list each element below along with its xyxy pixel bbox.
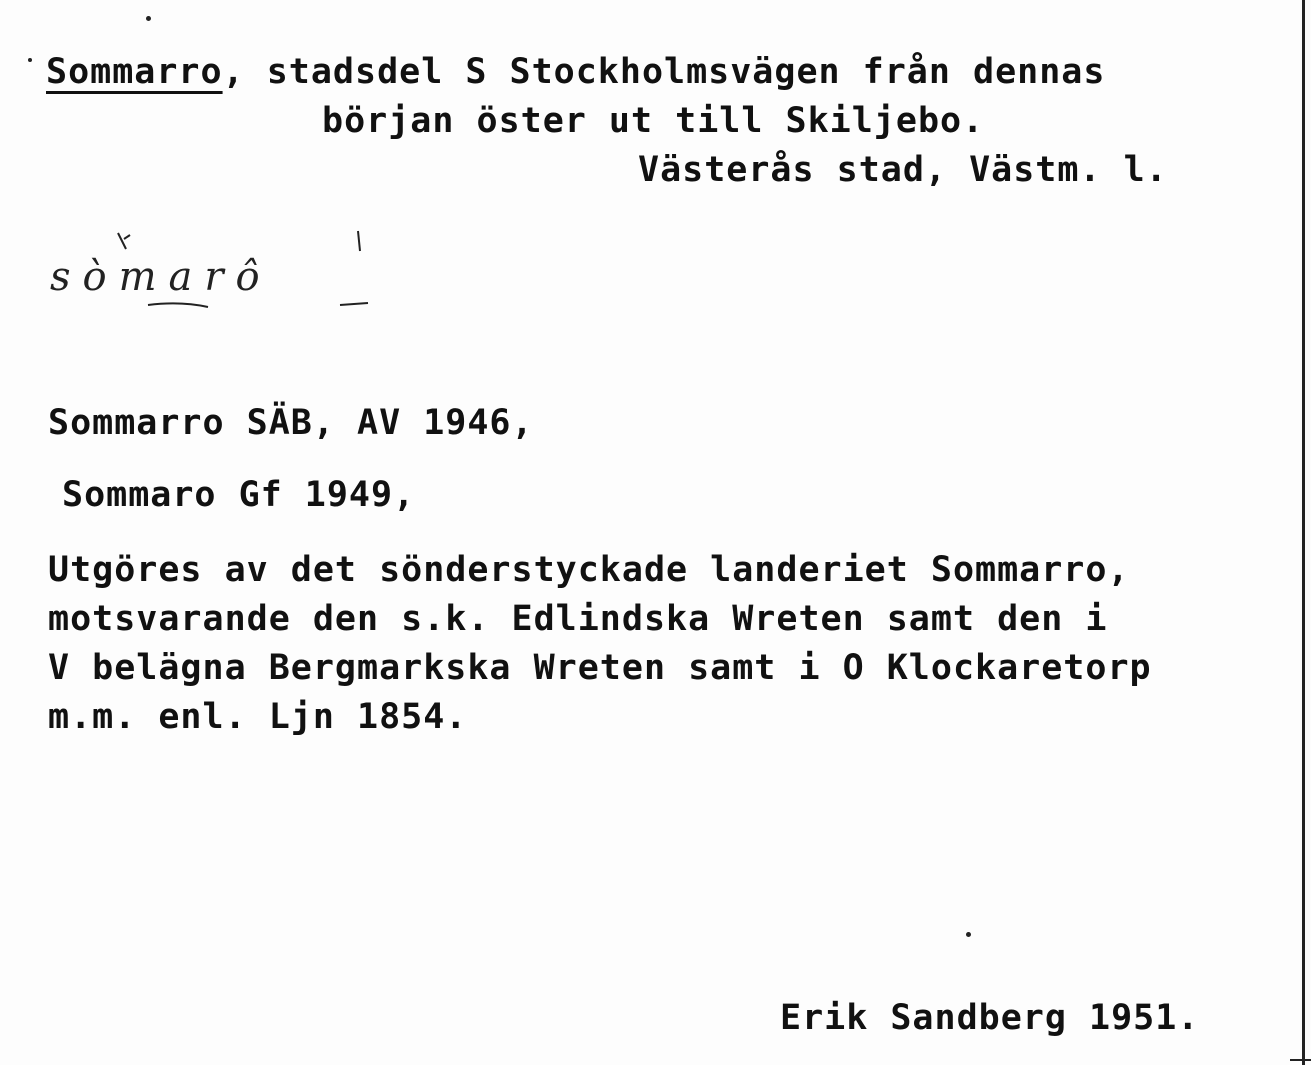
reference-2: Sommaro Gf 1949,	[62, 475, 416, 515]
description-line-3: V belägna Bergmarkska Wreten samt i O Klockaretorp	[48, 648, 1152, 688]
heading-line-3: Västerås stad, Västm. l.	[638, 150, 1168, 190]
heading-line-1	[46, 52, 1105, 92]
description-line-4: m.m. enl. Ljn 1854.	[48, 697, 468, 737]
reference-1: Sommarro SÄB, AV 1946,	[48, 403, 534, 443]
handwritten-pronunciation	[40, 225, 400, 320]
heading-line-2: början öster ut till Skiljebo.	[322, 101, 985, 141]
signature: Erik Sandberg 1951.	[780, 998, 1200, 1038]
description-line-1: Utgöres av det sönderstyckade landeriet Sommarro,	[48, 550, 1130, 590]
card-corner	[1290, 1059, 1311, 1061]
pronunciation-text: sòmarô	[50, 254, 272, 300]
ink-speck	[146, 16, 151, 21]
heading-line-1-rest: , stadsdel S Stockholmsvägen från dennas	[222, 52, 1106, 92]
place-name: Sommarro	[46, 52, 223, 92]
ink-speck	[28, 58, 32, 62]
ink-speck	[966, 932, 971, 937]
card-edge	[1302, 0, 1305, 1065]
description-line-2: motsvarande den s.k. Edlindska Wreten samt den i	[48, 599, 1108, 639]
